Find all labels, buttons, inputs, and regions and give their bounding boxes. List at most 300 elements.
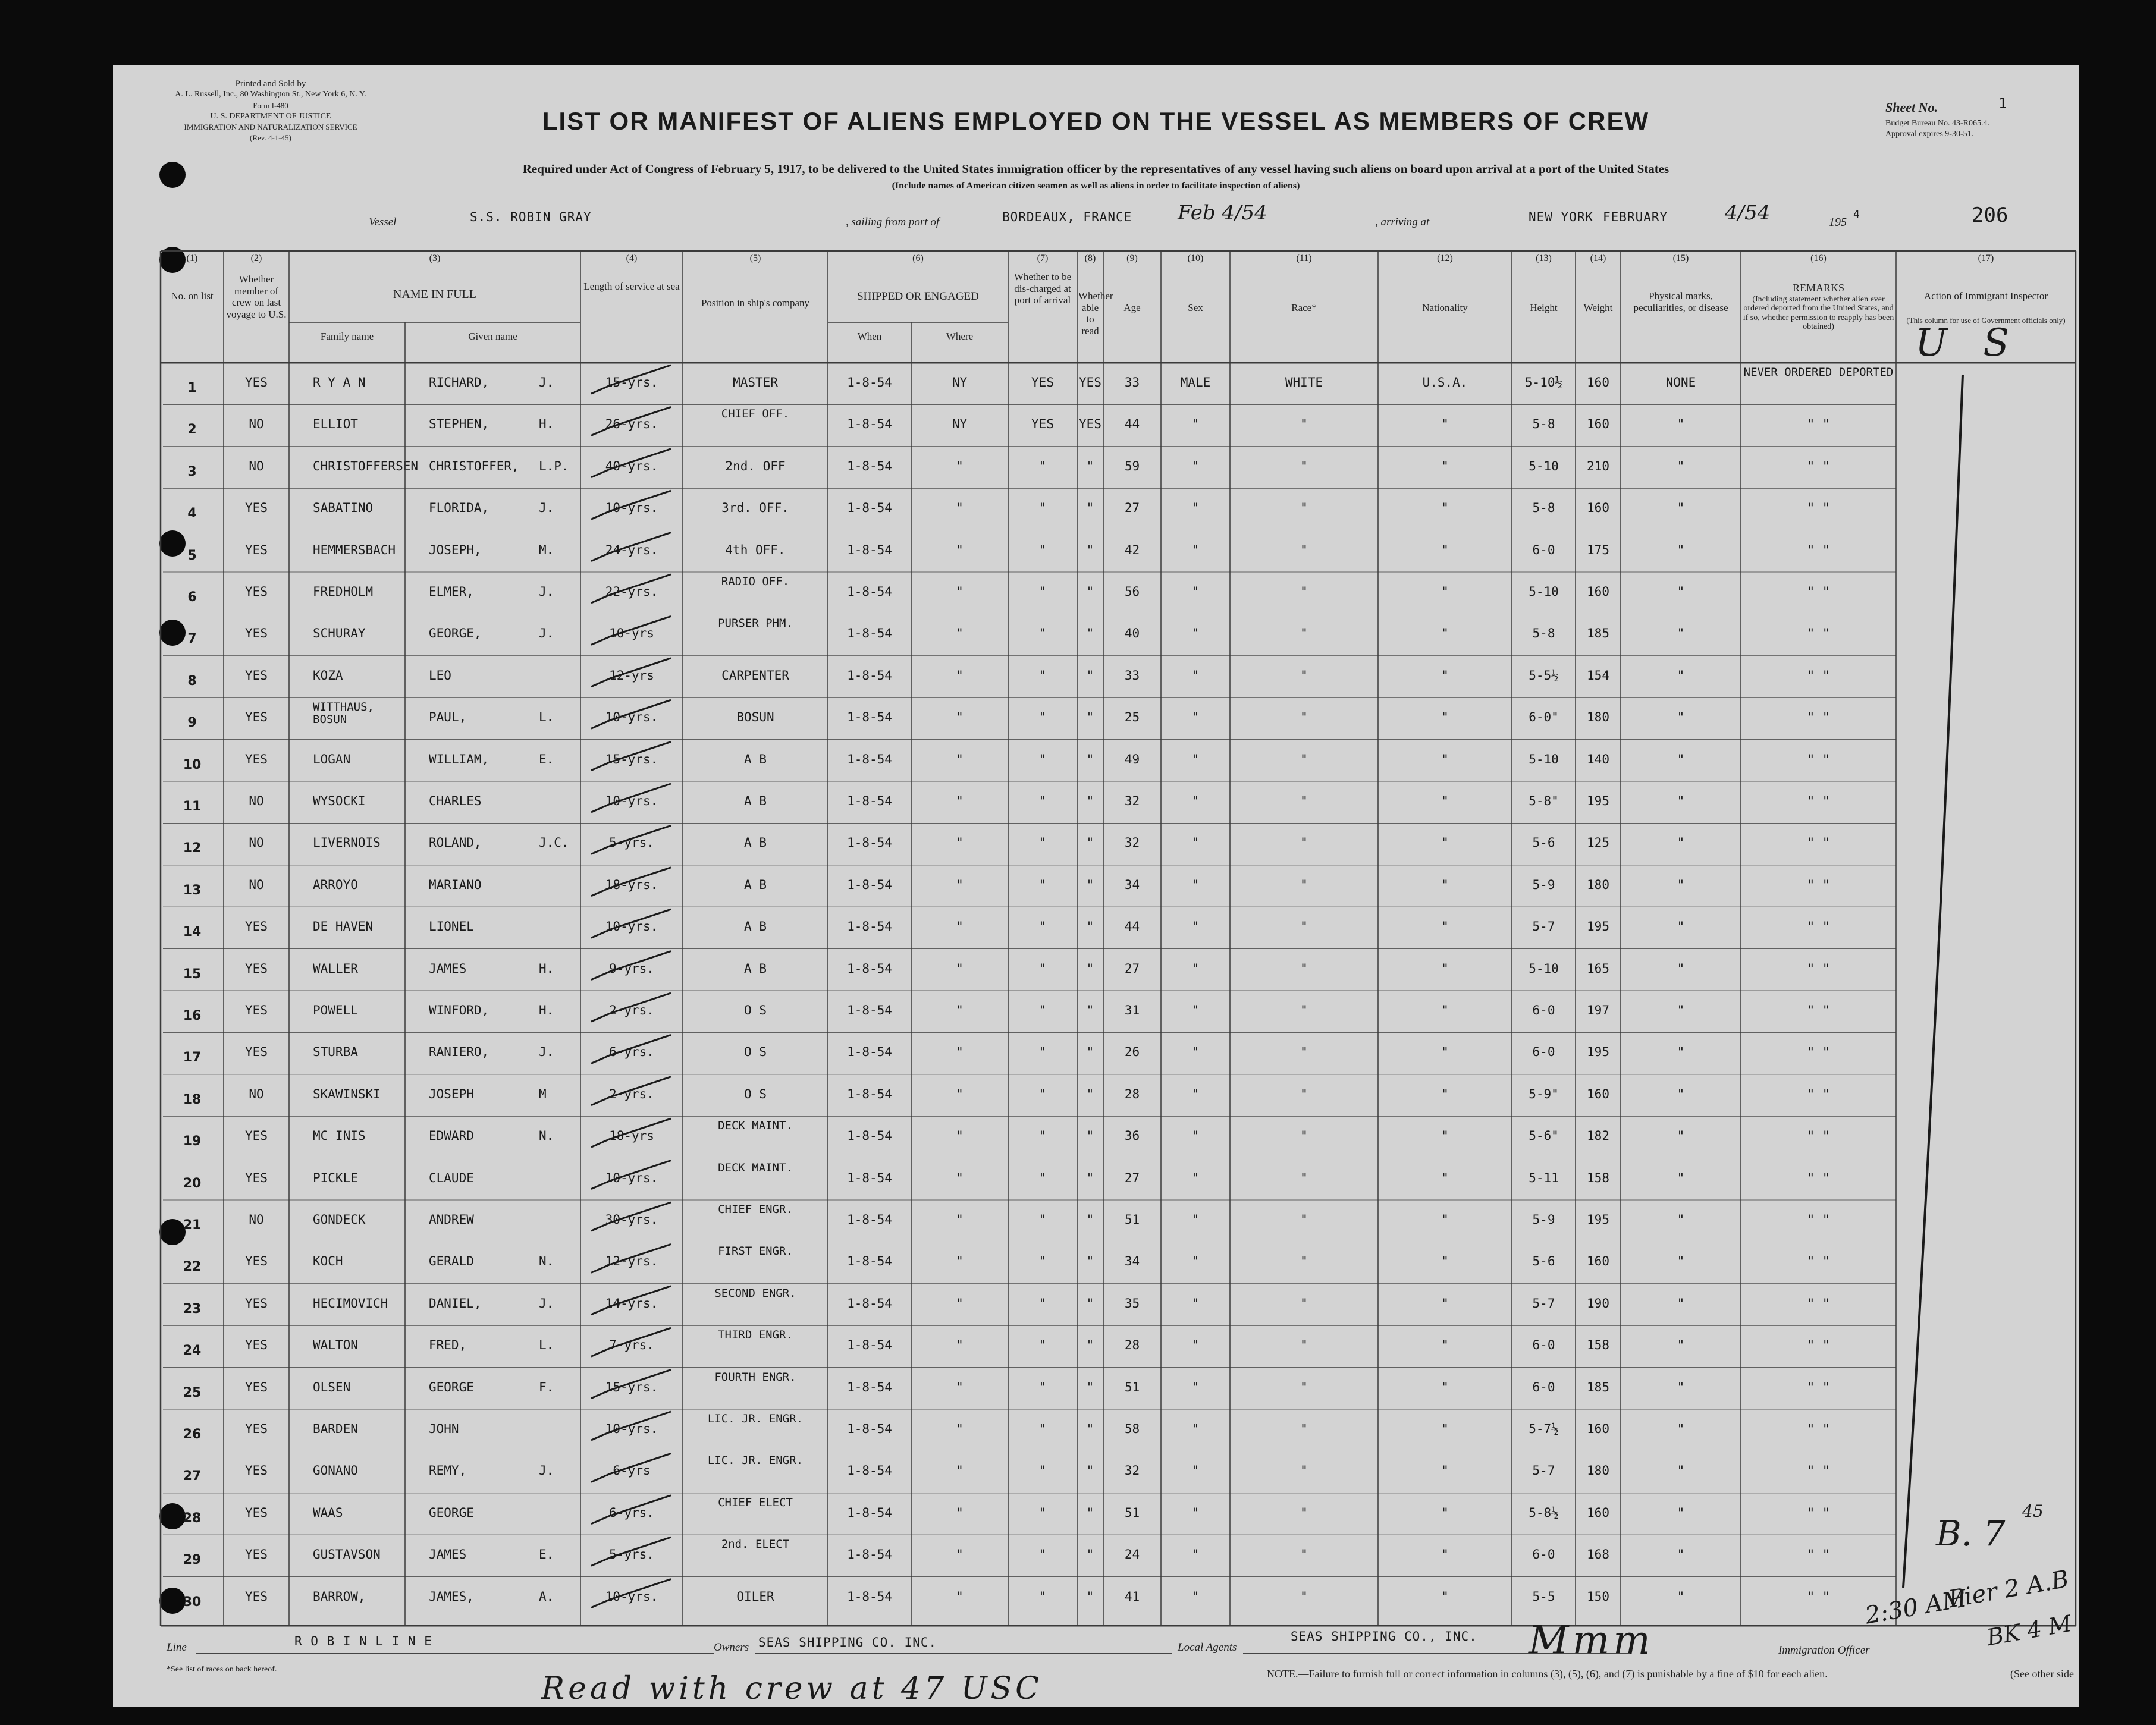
race: " xyxy=(1300,417,1308,432)
physical-marks: " xyxy=(1677,542,1685,557)
weight: 195 xyxy=(1587,919,1609,934)
engaged-when: 1-8-54 xyxy=(847,375,892,389)
sex: " xyxy=(1191,1170,1200,1185)
engaged-when: 1-8-54 xyxy=(847,1129,892,1143)
weight: 210 xyxy=(1587,458,1609,473)
header-age: Age xyxy=(1123,302,1141,313)
engaged-where: " xyxy=(956,1463,964,1478)
service-check-mark xyxy=(591,365,671,394)
length-of-service: 6-yrs. xyxy=(609,1045,654,1060)
age: 40 xyxy=(1124,626,1140,641)
service-check-mark xyxy=(591,909,671,938)
remarks: " " xyxy=(1807,835,1830,850)
sex: " xyxy=(1191,1422,1200,1436)
nationality: " xyxy=(1441,668,1449,683)
agents-value: SEAS SHIPPING CO., INC. xyxy=(1291,1629,1477,1644)
length-of-service: 30-yrs. xyxy=(605,1212,658,1227)
remarks: " " xyxy=(1807,961,1830,976)
age: 44 xyxy=(1124,417,1140,432)
given-initial: F. xyxy=(539,1380,554,1394)
given-name: ANDREW xyxy=(429,1212,474,1227)
sex: " xyxy=(1191,1296,1200,1311)
nationality: " xyxy=(1441,1463,1449,1478)
officer-label: Immigration Officer xyxy=(1778,1644,1870,1657)
to-be-discharged: " xyxy=(1038,1422,1047,1436)
given-initial: M. xyxy=(539,542,554,557)
sex: " xyxy=(1191,417,1200,432)
header-remarks-note: (Including statement whether alien ever ordered deported from the United States, and if so, whether permission to reapply has been obtained) xyxy=(1743,295,1894,332)
able-to-read: " xyxy=(1086,1212,1094,1227)
race: " xyxy=(1300,752,1308,766)
member-last-voyage: NO xyxy=(249,794,264,808)
service-check-mark xyxy=(591,868,671,896)
age: 26 xyxy=(1124,1045,1140,1060)
engaged-when: 1-8-54 xyxy=(847,1505,892,1520)
given-name: MARIANO xyxy=(429,877,482,892)
family-name: BARDEN xyxy=(313,1422,358,1436)
weight: 160 xyxy=(1587,585,1609,599)
given-name: FRED, xyxy=(429,1338,467,1353)
engaged-where: " xyxy=(956,1505,964,1520)
member-last-voyage: YES xyxy=(245,1547,268,1562)
remarks: " " xyxy=(1807,1589,1830,1604)
engaged-when: 1-8-54 xyxy=(847,1547,892,1562)
physical-marks: " xyxy=(1677,1338,1685,1353)
row-number: 15 xyxy=(183,966,202,982)
engaged-where: " xyxy=(956,961,964,976)
able-to-read: " xyxy=(1086,626,1094,641)
to-be-discharged: " xyxy=(1038,1170,1047,1185)
arrival-time: 2:30 AM xyxy=(1863,1585,1969,1630)
age: 51 xyxy=(1124,1505,1140,1520)
weight: 195 xyxy=(1587,794,1609,808)
length-of-service: 2-yrs. xyxy=(609,1086,654,1101)
engaged-where: " xyxy=(956,542,964,557)
remarks: " " xyxy=(1807,1170,1830,1185)
engaged-where: " xyxy=(956,626,964,641)
family-name: ELLIOT xyxy=(313,417,358,432)
given-name: STEPHEN, xyxy=(429,417,489,432)
to-be-discharged: " xyxy=(1038,877,1047,892)
member-last-voyage: YES xyxy=(245,626,268,641)
row-number: 30 xyxy=(183,1594,202,1610)
height: 5-6" xyxy=(1529,1129,1559,1143)
family-name: WYSOCKI xyxy=(313,794,366,808)
age: 28 xyxy=(1124,1338,1140,1353)
column-number: (8) xyxy=(1084,253,1096,263)
race: " xyxy=(1300,668,1308,683)
row-number: 1 xyxy=(187,381,197,395)
weight: 158 xyxy=(1587,1170,1609,1185)
nationality: " xyxy=(1441,1129,1449,1143)
member-last-voyage: YES xyxy=(245,1170,268,1185)
nationality: " xyxy=(1441,1045,1449,1060)
remarks: " " xyxy=(1807,1129,1830,1143)
to-be-discharged: " xyxy=(1038,1212,1047,1227)
sex: " xyxy=(1191,542,1200,557)
physical-marks: " xyxy=(1677,1212,1685,1227)
given-initial: L. xyxy=(539,710,554,725)
remarks: " " xyxy=(1807,585,1830,599)
column-number: (15) xyxy=(1672,253,1689,263)
engaged-when: 1-8-54 xyxy=(847,501,892,516)
to-be-discharged: " xyxy=(1038,835,1047,850)
given-initial: J. xyxy=(539,585,554,599)
row-number: 6 xyxy=(187,590,197,605)
physical-marks: " xyxy=(1677,1380,1685,1394)
age: 59 xyxy=(1124,458,1140,473)
able-to-read: YES xyxy=(1079,375,1101,389)
physical-marks: " xyxy=(1677,626,1685,641)
able-to-read: " xyxy=(1086,752,1094,766)
weight: 150 xyxy=(1587,1589,1609,1604)
member-last-voyage: YES xyxy=(245,710,268,725)
given-name: JAMES xyxy=(429,1547,467,1562)
remarks: " " xyxy=(1807,501,1830,516)
header-name-in-full: NAME IN FULL xyxy=(393,288,476,301)
length-of-service: 10-yrs. xyxy=(605,1170,658,1185)
weight: 160 xyxy=(1587,1254,1609,1269)
race: " xyxy=(1300,1212,1308,1227)
engaged-when: 1-8-54 xyxy=(847,1380,892,1394)
physical-marks: " xyxy=(1677,961,1685,976)
column-number: (16) xyxy=(1810,253,1827,263)
length-of-service: 5-yrs. xyxy=(609,835,654,850)
given-name: ELMER, xyxy=(429,585,474,599)
length-of-service: 6-yrs. xyxy=(609,1505,654,1520)
able-to-read: " xyxy=(1086,1296,1094,1311)
given-name: GEORGE, xyxy=(429,626,482,641)
member-last-voyage: YES xyxy=(245,1589,268,1604)
family-name: GONANO xyxy=(313,1463,358,1478)
given-initial: H. xyxy=(539,1003,554,1017)
remarks: " " xyxy=(1807,1380,1830,1394)
given-name: GERALD xyxy=(429,1254,474,1269)
height: 6-0 xyxy=(1532,542,1555,557)
age: 25 xyxy=(1124,710,1140,725)
family-name: ARROYO xyxy=(313,877,358,892)
length-of-service: 26-yrs. xyxy=(605,417,658,432)
able-to-read: " xyxy=(1086,542,1094,557)
race: " xyxy=(1300,1170,1308,1185)
row-number: 27 xyxy=(183,1469,202,1484)
physical-marks: " xyxy=(1677,1003,1685,1017)
engaged-when: 1-8-54 xyxy=(847,877,892,892)
weight: 190 xyxy=(1587,1296,1609,1311)
height: 5-7 xyxy=(1532,919,1555,934)
member-last-voyage: YES xyxy=(245,375,268,389)
family-name: SABATINO xyxy=(313,501,374,516)
printer-line: IMMIGRATION AND NATURALIZATION SERVICE xyxy=(184,122,357,131)
column-number: (9) xyxy=(1126,253,1138,263)
family-name: HECIMOVICH xyxy=(313,1296,388,1311)
race: " xyxy=(1300,458,1308,473)
given-name: CLAUDE xyxy=(429,1170,474,1185)
race: " xyxy=(1300,835,1308,850)
remarks: " " xyxy=(1807,752,1830,766)
height: 5-10 xyxy=(1529,585,1559,599)
family-name: POWELL xyxy=(313,1003,358,1017)
weight: 195 xyxy=(1587,1212,1609,1227)
physical-marks: " xyxy=(1677,752,1685,766)
given-name: JAMES xyxy=(429,961,467,976)
able-to-read: " xyxy=(1086,1254,1094,1269)
sex: " xyxy=(1191,794,1200,808)
member-last-voyage: YES xyxy=(245,1463,268,1478)
member-last-voyage: YES xyxy=(245,1338,268,1353)
family-name: CHRISTOFFERSEN xyxy=(313,458,419,473)
sex: " xyxy=(1191,1129,1200,1143)
row-number: 10 xyxy=(183,757,202,772)
agents-label: Local Agents xyxy=(1178,1641,1237,1654)
engaged-where: " xyxy=(956,1589,964,1604)
family-name: R Y A N xyxy=(313,375,366,389)
engaged-where: " xyxy=(956,501,964,516)
to-be-discharged: " xyxy=(1038,501,1047,516)
to-be-discharged: " xyxy=(1038,1045,1047,1060)
ship-position: DECK MAINT. xyxy=(718,1161,793,1174)
member-last-voyage: NO xyxy=(249,417,264,432)
arrival-month: FEBRUARY xyxy=(1603,210,1668,224)
engaged-where: NY xyxy=(952,417,968,432)
note-b-superscript: 45 xyxy=(2022,1501,2044,1521)
engaged-when: 1-8-54 xyxy=(847,919,892,934)
height: 5-6 xyxy=(1532,835,1555,850)
column-number: (3) xyxy=(429,253,441,263)
sex: " xyxy=(1191,710,1200,725)
header-where: Where xyxy=(946,331,974,342)
engaged-where: NY xyxy=(952,375,968,389)
ship-position: BOSUN xyxy=(736,710,774,725)
budget-note: Budget Bureau No. 43-R065.4. xyxy=(1885,119,1989,128)
printer-line: (Rev. 4-1-45) xyxy=(250,133,291,142)
nationality: " xyxy=(1441,794,1449,808)
engaged-when: 1-8-54 xyxy=(847,542,892,557)
race: " xyxy=(1300,542,1308,557)
sex: " xyxy=(1191,1547,1200,1562)
race: " xyxy=(1300,585,1308,599)
physical-marks: " xyxy=(1677,1170,1685,1185)
row-number: 19 xyxy=(183,1134,202,1149)
sex: " xyxy=(1191,626,1200,641)
length-of-service: 10-yrs. xyxy=(605,710,658,725)
able-to-read: " xyxy=(1086,1463,1094,1478)
family-name: OLSEN xyxy=(313,1380,351,1394)
column-number: (17) xyxy=(1978,253,1994,263)
to-be-discharged: " xyxy=(1038,794,1047,808)
to-be-discharged: " xyxy=(1038,1589,1047,1604)
age: 32 xyxy=(1124,794,1140,808)
nationality: " xyxy=(1441,919,1449,934)
engaged-when: 1-8-54 xyxy=(847,794,892,808)
given-name: CHRISTOFFER, xyxy=(429,458,519,473)
service-check-mark xyxy=(591,1412,671,1440)
member-last-voyage: YES xyxy=(245,1505,268,1520)
header-weight: Weight xyxy=(1583,302,1613,313)
column-number: (6) xyxy=(912,253,924,263)
length-of-service: 5-yrs. xyxy=(609,1547,654,1562)
given-name: WINFORD, xyxy=(429,1003,489,1017)
able-to-read: " xyxy=(1086,1547,1094,1562)
service-check-mark xyxy=(591,491,671,519)
to-be-discharged: " xyxy=(1038,626,1047,641)
engaged-when: 1-8-54 xyxy=(847,1254,892,1269)
engaged-when: 1-8-54 xyxy=(847,710,892,725)
inspector-mark: U S xyxy=(1915,321,2022,365)
service-check-mark xyxy=(591,700,671,728)
remarks: " " xyxy=(1807,458,1830,473)
ship-position: A B xyxy=(744,961,767,976)
ship-position: DECK MAINT. xyxy=(718,1119,793,1133)
age: 28 xyxy=(1124,1086,1140,1101)
family-name: MC INIS xyxy=(313,1129,366,1143)
engaged-where: " xyxy=(956,458,964,473)
nationality: " xyxy=(1441,710,1449,725)
service-check-mark xyxy=(591,742,671,771)
given-name: DANIEL, xyxy=(429,1296,482,1311)
given-name: RANIERO, xyxy=(429,1045,489,1060)
approval-note: Approval expires 9-30-51. xyxy=(1885,130,1974,139)
sex: " xyxy=(1191,668,1200,683)
header-sex: Sex xyxy=(1188,302,1203,313)
remarks: " " xyxy=(1807,1338,1830,1353)
to-be-discharged: YES xyxy=(1031,375,1054,389)
family-name: PICKLE xyxy=(313,1170,358,1185)
service-check-mark xyxy=(591,1286,671,1315)
service-check-mark xyxy=(591,1202,671,1231)
to-be-discharged: " xyxy=(1038,1003,1047,1017)
given-initial: H. xyxy=(539,961,554,976)
remarks: " " xyxy=(1807,710,1830,725)
age: 51 xyxy=(1124,1212,1140,1227)
physical-marks: " xyxy=(1677,1254,1685,1269)
sex: " xyxy=(1191,835,1200,850)
sex: " xyxy=(1191,1045,1200,1060)
to-be-discharged: " xyxy=(1038,1380,1047,1394)
row-number: 16 xyxy=(183,1008,202,1023)
age: 35 xyxy=(1124,1296,1140,1311)
remarks: " " xyxy=(1807,1086,1830,1101)
row-number: 13 xyxy=(183,882,202,898)
length-of-service: 15-yrs. xyxy=(605,752,658,766)
service-check-mark xyxy=(591,1537,671,1566)
length-of-service: 10-yrs xyxy=(609,626,654,641)
engaged-when: 1-8-54 xyxy=(847,1296,892,1311)
race: " xyxy=(1300,1380,1308,1394)
height: 5-8" xyxy=(1529,794,1559,808)
weight: 160 xyxy=(1587,375,1609,389)
agents-field-line xyxy=(1243,1653,1630,1654)
row-number: 2 xyxy=(187,422,197,438)
row-number: 20 xyxy=(183,1176,202,1191)
engaged-when: 1-8-54 xyxy=(847,585,892,599)
ship-position: O S xyxy=(744,1045,767,1060)
nationality: " xyxy=(1441,1505,1449,1520)
weight: 195 xyxy=(1587,1045,1609,1060)
sex: " xyxy=(1191,1463,1200,1478)
ship-position: CHIEF ENGR. xyxy=(718,1203,793,1216)
height: 5-5 xyxy=(1532,1589,1555,1604)
race: " xyxy=(1300,794,1308,808)
weight: 165 xyxy=(1587,961,1609,976)
age: 56 xyxy=(1124,585,1140,599)
nationality: " xyxy=(1441,752,1449,766)
given-name: JOHN xyxy=(429,1422,459,1436)
engaged-when: 1-8-54 xyxy=(847,1086,892,1101)
length-of-service: 14-yrs. xyxy=(605,1296,658,1311)
sheet-label: Sheet No. xyxy=(1885,100,1938,115)
footer-handwritten-note: Read with crew at 47 USC xyxy=(541,1671,1043,1707)
column-number: (14) xyxy=(1590,253,1606,263)
weight: 180 xyxy=(1587,1463,1609,1478)
given-name: ROLAND, xyxy=(429,835,482,850)
given-name: WILLIAM, xyxy=(429,752,489,766)
column-number: (7) xyxy=(1037,253,1049,263)
height: 5-7½ xyxy=(1529,1422,1559,1436)
given-name: FLORIDA, xyxy=(429,501,489,516)
inspector-signature: Mmm xyxy=(1529,1617,1654,1663)
service-check-mark xyxy=(591,449,671,477)
family-name: FREDHOLM xyxy=(313,585,374,599)
length-of-service: 18-yrs. xyxy=(605,877,658,892)
weight: 160 xyxy=(1587,501,1609,516)
header-when: When xyxy=(857,331,882,342)
family-name: WAAS xyxy=(313,1505,343,1520)
to-be-discharged: YES xyxy=(1031,417,1054,432)
able-to-read: " xyxy=(1086,1086,1094,1101)
height: 5-5½ xyxy=(1529,668,1559,683)
engaged-when: 1-8-54 xyxy=(847,458,892,473)
column-number: (1) xyxy=(186,253,198,263)
sex: " xyxy=(1191,877,1200,892)
nationality: " xyxy=(1441,1212,1449,1227)
given-initial: L. xyxy=(539,1338,554,1353)
line-label: Line xyxy=(167,1641,187,1654)
engaged-where: " xyxy=(956,668,964,683)
length-of-service: 12-yrs. xyxy=(605,1254,658,1269)
weight: 154 xyxy=(1587,668,1609,683)
given-initial: E. xyxy=(539,752,554,766)
nationality: " xyxy=(1441,961,1449,976)
given-initial: M xyxy=(539,1086,547,1101)
row-number: 24 xyxy=(183,1343,202,1359)
family-name: KOZA xyxy=(313,668,343,683)
row-number: 28 xyxy=(183,1510,202,1526)
printer-line: A. L. Russell, Inc., 80 Washington St., New York 6, N. Y. xyxy=(175,90,366,99)
ship-position: A B xyxy=(744,835,767,850)
row-number: 21 xyxy=(183,1218,202,1233)
engaged-when: 1-8-54 xyxy=(847,835,892,850)
able-to-read: " xyxy=(1086,668,1094,683)
age: 58 xyxy=(1124,1422,1140,1436)
to-be-discharged: " xyxy=(1038,752,1047,766)
race: " xyxy=(1300,1589,1308,1604)
nationality: " xyxy=(1441,877,1449,892)
given-name: LIONEL xyxy=(429,919,474,934)
able-to-read: " xyxy=(1086,501,1094,516)
given-name: GEORGE xyxy=(429,1380,474,1394)
column-number: (11) xyxy=(1296,253,1312,263)
family-name: GUSTAVSON xyxy=(313,1547,381,1562)
sex: MALE xyxy=(1180,375,1211,389)
engaged-where: " xyxy=(956,1296,964,1311)
given-initial: J.C. xyxy=(539,835,569,850)
ship-position: 4th OFF. xyxy=(725,542,786,557)
race: " xyxy=(1300,710,1308,725)
family-name: LOGAN xyxy=(313,752,351,766)
service-check-mark xyxy=(591,658,671,687)
length-of-service: 6-yrs xyxy=(613,1463,651,1478)
